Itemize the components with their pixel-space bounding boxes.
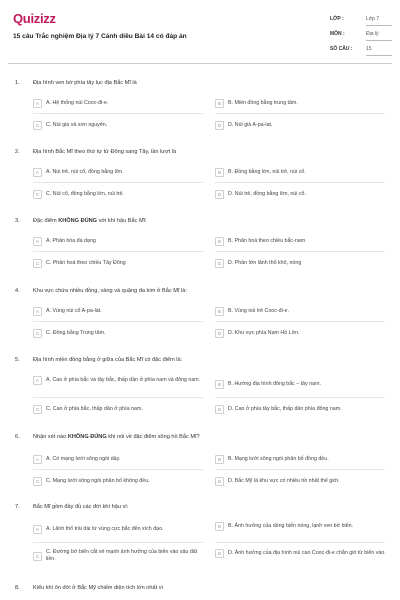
option-text: C. Mạng lưới sông ngòi phân bố không đều. — [46, 478, 150, 484]
option-letter-box: C — [33, 259, 42, 268]
question-number: 5. — [15, 357, 20, 363]
option-letter-box: C — [33, 552, 42, 561]
option-text: D. Khu vực phía Nam Hồ Lớn. — [228, 330, 300, 336]
meta-count-line — [366, 55, 392, 56]
option-letter-box: B — [215, 237, 224, 246]
question-text-post: khi nói về đặc điểm sông hồ Bắc Mĩ? — [106, 434, 200, 440]
option-b[interactable] — [215, 99, 298, 108]
option-text: B. Mạng lưới sông ngòi phân bố đồng đều. — [228, 456, 329, 462]
option-d[interactable] — [215, 190, 306, 199]
option-divider — [33, 182, 203, 183]
option-divider — [33, 542, 203, 543]
option-letter-box: D — [215, 121, 224, 130]
option-text: A. Có mạng lưới sông ngòi dày. — [46, 456, 121, 462]
meta-subject-label: MÔN : — [330, 31, 345, 37]
option-text: A. Núi trẻ, núi cổ, đồng bằng lớn. — [46, 169, 124, 175]
option-text: B. Miền đồng bằng trung tâm. — [228, 100, 298, 106]
option-text: C. Núi cổ, đồng bằng lớn, núi trẻ. — [46, 191, 124, 197]
option-c[interactable] — [33, 405, 143, 414]
option-letter-box: A — [33, 376, 42, 385]
option-text: B. Hướng địa hình đông bắc – tây nam. — [228, 381, 322, 387]
option-divider — [215, 542, 385, 543]
option-letter-box: A — [33, 455, 42, 464]
option-letter-box: B — [215, 99, 224, 108]
option-text: C. Đường bờ biển cắt xẻ mạnh ảnh hưởng của biển vào sâu đất liền. — [46, 549, 198, 562]
option-text: C. Cao ở phía bắc, thấp dần ở phía nam. — [46, 406, 143, 412]
question-number: 2. — [15, 149, 20, 155]
question-text: Địa hình miền đồng bằng ở giữa của Bắc Mĩ có đặc điểm là: — [33, 357, 183, 363]
option-text: B. Phân hoá theo chiều bắc-nam — [228, 238, 306, 244]
option-divider — [215, 182, 385, 183]
option-text: C. Đồng bằng Trung tâm. — [46, 330, 106, 336]
question-text — [33, 434, 383, 440]
option-c[interactable] — [33, 259, 126, 268]
option-letter-box: C — [33, 405, 42, 414]
question-text-emphasis: KHÔNG ĐÚNG — [58, 218, 98, 224]
option-letter-box: C — [33, 329, 42, 338]
option-text: D. Cao ở phía tây bắc, thấp dần phía đông nam. — [228, 406, 342, 412]
option-text: D. Bắc Mỹ là khu vực có nhiều hồ nhất thế giới. — [228, 478, 340, 484]
question-text-emphasis: KHÔNG ĐÚNG — [67, 434, 107, 440]
option-b[interactable] — [215, 168, 306, 177]
meta-count-label: SỐ CÂU : — [330, 46, 353, 52]
question-text: Địa hình ven bờ phía tây lục địa Bắc Mĩ là — [33, 80, 137, 86]
question-number: 4. — [15, 288, 20, 294]
option-b[interactable] — [215, 455, 329, 464]
meta-grade-value: Lớp 7 — [366, 16, 380, 22]
option-divider — [215, 321, 385, 322]
option-text: C. Phân hoá theo chiều Tây Đông — [46, 260, 126, 266]
question-text-post: với khí hậu Bắc Mĩ: — [97, 218, 147, 224]
option-a[interactable] — [33, 307, 102, 316]
option-a[interactable] — [33, 376, 203, 385]
option-divider — [215, 113, 385, 114]
option-text: B. Đồng bằng lớn, núi trẻ, núi cổ. — [228, 169, 306, 175]
option-letter-box: D — [215, 405, 224, 414]
option-d[interactable] — [215, 259, 301, 268]
meta-count — [330, 42, 392, 57]
meta-subject — [330, 27, 392, 42]
option-letter-box: D — [215, 549, 224, 558]
meta-grade — [330, 12, 392, 27]
option-text: A. Cao ở phía bắc và tây bắc, thấp dần ở phía nam và đông nam. — [46, 377, 201, 383]
option-c[interactable] — [33, 121, 107, 130]
question-number: 6. — [15, 434, 20, 440]
option-d[interactable] — [215, 405, 342, 414]
option-letter-box: A — [33, 525, 42, 534]
quizizz-logo: Quizizz — [13, 11, 56, 26]
option-text: A. Hệ thống núi Cooc-đi-e. — [46, 100, 109, 106]
meta-count-value: 15 — [366, 46, 372, 52]
question-text: Địa hình Bắc Mĩ theo thứ tự từ Đông sang Tây, lần lượt là — [33, 149, 177, 155]
option-letter-box: B — [215, 380, 224, 389]
option-b[interactable] — [215, 307, 289, 316]
meta-grade-label: LỚP : — [330, 16, 344, 22]
option-divider — [33, 251, 203, 252]
option-divider — [33, 469, 203, 470]
option-letter-box: B — [215, 168, 224, 177]
option-letter-box: B — [215, 455, 224, 464]
option-text: A. Vùng núi cổ A-pa-lát. — [46, 308, 102, 314]
option-letter-box: B — [215, 307, 224, 316]
option-letter-box: D — [215, 477, 224, 486]
option-letter-box: C — [33, 121, 42, 130]
option-b[interactable] — [215, 237, 305, 246]
option-divider — [215, 397, 385, 398]
question-text-pre: Nhận xét nào — [33, 434, 68, 440]
question-number: 7. — [15, 504, 20, 510]
option-a[interactable] — [33, 168, 124, 177]
option-text: D. Phần lớn lãnh thổ khô, nóng — [228, 260, 302, 266]
option-c[interactable] — [33, 190, 124, 199]
question-number: 3. — [15, 218, 20, 224]
option-a[interactable] — [33, 455, 120, 464]
option-text: A. Lãnh thổ trải dài từ vùng cực bắc đến xích đạo. — [46, 526, 164, 532]
option-text: C. Núi già và sơn nguyên. — [46, 122, 108, 128]
question-text-pre: Đặc điểm — [33, 218, 59, 224]
option-text: B. Ảnh hưởng của dòng biển nóng, lạnh ven bờ biển. — [228, 523, 354, 529]
question-text: Bắc Mĩ gồm đầy đủ các đới khí hậu vì: — [33, 504, 129, 510]
option-text: D. Núi trẻ, đồng bằng lớn, núi cổ. — [228, 191, 306, 197]
option-letter-box: A — [33, 237, 42, 246]
option-d[interactable] — [215, 121, 272, 130]
option-divider — [215, 469, 385, 470]
question-text: Kiểu khí ôn đới ở Bắc Mỹ chiếm diện tích lớn nhất vì — [33, 585, 164, 591]
option-a[interactable] — [33, 525, 164, 534]
option-divider — [215, 251, 385, 252]
option-letter-box: C — [33, 477, 42, 486]
option-b[interactable] — [215, 380, 321, 389]
option-text: D. Núi già A-pa-lat. — [228, 122, 273, 128]
option-text: D. Ảnh hưởng của địa hình núi cao Cooc-đi-e chắn gió từ biển vào. — [228, 550, 386, 556]
question-number: 1. — [15, 80, 20, 86]
meta-grade-line — [366, 25, 392, 26]
option-text: B. Vùng núi trẻ Cooc-đi-e. — [228, 308, 289, 314]
option-d[interactable] — [215, 549, 387, 558]
option-letter-box: B — [215, 522, 224, 531]
option-divider — [33, 321, 203, 322]
header-divider — [8, 63, 392, 64]
option-divider — [33, 397, 203, 398]
option-a[interactable] — [33, 237, 96, 246]
option-d[interactable] — [215, 477, 340, 486]
option-divider — [33, 113, 203, 114]
meta-subject-line — [366, 40, 392, 41]
option-letter-box: A — [33, 99, 42, 108]
option-letter-box: C — [33, 190, 42, 199]
question-number: 8. — [15, 585, 20, 591]
option-letter-box: D — [215, 329, 224, 338]
worksheet-meta — [330, 12, 392, 57]
option-a[interactable] — [33, 99, 108, 108]
option-letter-box: A — [33, 168, 42, 177]
option-b[interactable] — [215, 522, 385, 531]
option-c[interactable] — [33, 549, 205, 563]
option-letter-box: D — [215, 190, 224, 199]
worksheet-title: 15 câu Trắc nghiệm Địa lý 7 Cánh diều Bài 14 có đáp án — [13, 33, 187, 40]
option-letter-box: A — [33, 307, 42, 316]
option-text: A. Phân hóa đa dạng — [46, 238, 96, 244]
question-text: Khu vực chứa nhiều đồng, vàng và quặng đa kim ở Bắc Mĩ là: — [33, 288, 187, 294]
option-c[interactable] — [33, 477, 150, 486]
option-letter-box: D — [215, 259, 224, 268]
worksheet-header — [0, 0, 400, 64]
option-d[interactable] — [215, 329, 300, 338]
meta-subject-value: Địa lý — [366, 31, 379, 37]
option-c[interactable] — [33, 329, 105, 338]
question-text — [33, 218, 383, 224]
